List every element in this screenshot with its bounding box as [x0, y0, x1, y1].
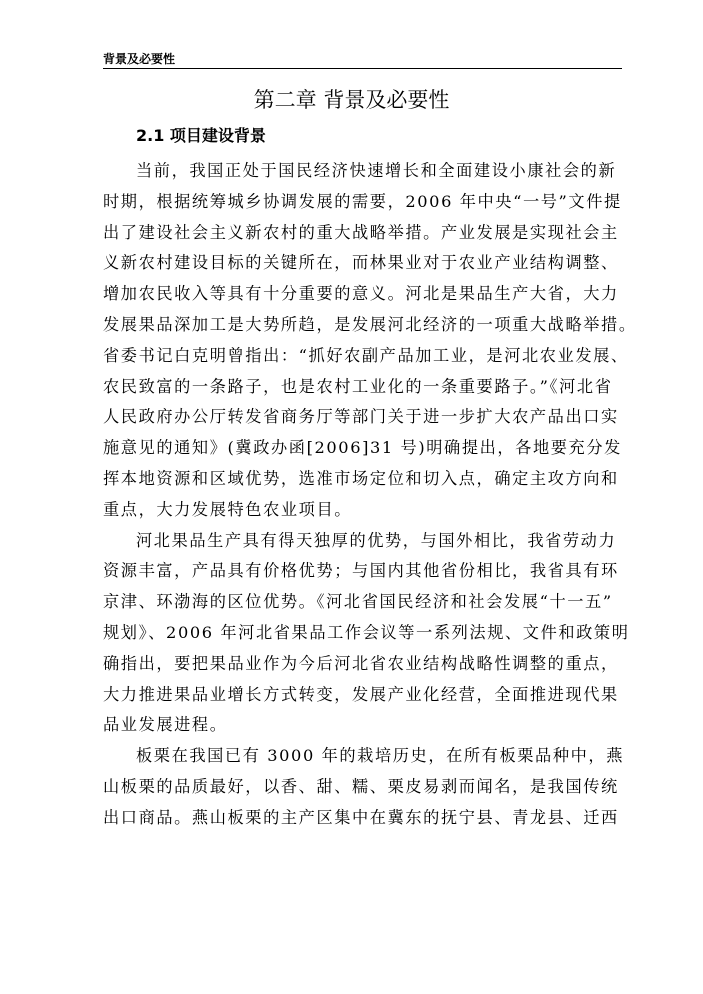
text-line: 人民政府办公厅转发省商务厅等部门关于进一步扩大农产品出口实 — [103, 407, 619, 427]
text-line: 出了建设社会主义新农村的重大战略举措。产业发展是实现社会主 — [103, 222, 619, 242]
paragraph — [103, 156, 637, 526]
text-line: 资源丰富，产品具有价格优势；与国内其他省份相比，我省具有环 — [103, 561, 619, 581]
text-line: 京津、环渤海的区位优势。《河北省国民经济和社会发展“十一五” — [103, 592, 613, 612]
body-text — [103, 156, 637, 834]
text-line: 义新农村建设目标的关键所在，而林果业对于农业产业结构调整、 — [103, 253, 619, 273]
section-title: 2.1 项目建设背景 — [136, 126, 266, 145]
paragraph — [103, 741, 633, 833]
text-line: 省委书记白克明曾指出：“抓好农副产品加工业，是河北农业发展、 — [103, 345, 629, 365]
text-line: 板栗在我国已有 3000 年的栽培历史，在所有板栗品种中，燕 — [136, 746, 624, 766]
text-line: 时期，根据统筹城乡协调发展的需要，2006 年中央“一号”文件提 — [103, 191, 622, 211]
paragraph — [103, 526, 633, 742]
running-header: 背景及必要性 — [103, 52, 176, 66]
text-line: 发展果品深加工是大势所趋，是发展河北经济的一项重大战略举措。 — [103, 314, 637, 334]
text-line: 出口商品。燕山板栗的主产区集中在冀东的抚宁县、青龙县、迁西 — [103, 807, 619, 827]
text-line: 确指出，要把果品业作为今后河北省农业结构战略性调整的重点， — [103, 653, 619, 673]
text-line: 河北果品生产具有得天独厚的优势，与国外相比，我省劳动力 — [136, 530, 617, 550]
text-line: 施意见的通知》(冀政办函[2006]31 号)明确提出，各地要充分发 — [103, 438, 622, 458]
text-line: 当前，我国正处于国民经济快速增长和全面建设小康社会的新 — [136, 161, 617, 180]
text-line: 品业发展进程。 — [103, 715, 228, 735]
text-line: 重点，大力发展特色农业项目。 — [103, 499, 353, 519]
text-line: 大力推进果品业增长方式转变，发展产业化经营，全面推进现代果 — [103, 684, 619, 704]
text-line: 农民致富的一条路子，也是农村工业化的一条重要路子。”《河北省 — [103, 376, 613, 396]
text-line: 规划》、2006 年河北省果品工作会议等一系列法规、文件和政策明 — [103, 622, 630, 642]
text-line: 山板栗的品质最好，以香、甜、糯、栗皮易剥而闻名，是我国传统 — [103, 776, 619, 796]
header-rule — [103, 68, 622, 69]
text-line: 增加农民收入等具有十分重要的意义。河北是果品生产大省，大力 — [103, 284, 619, 304]
text-line: 挥本地资源和区域优势，选准市场定位和切入点，确定主攻方向和 — [103, 468, 619, 488]
chapter-title: 第二章 背景及必要性 — [253, 88, 450, 112]
